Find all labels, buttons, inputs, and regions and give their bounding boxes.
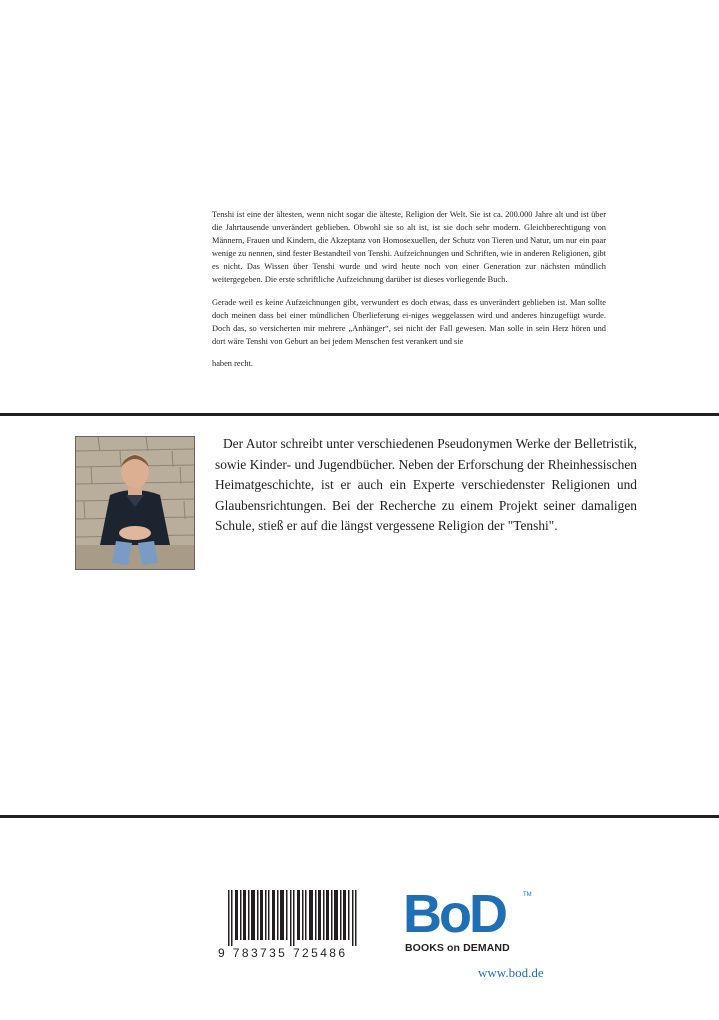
bod-tagline: BOOKS on DEMAND <box>405 942 510 954</box>
publisher-website: www.bod.de <box>478 965 544 980</box>
bod-logo <box>403 884 533 965</box>
blurb-paragraph: Tenshi ist eine der ältesten, wenn nicht sogar die älteste, Religion der Welt. Sie ist ca. 200.000 Jahre alt und ist über die Jahrtausende unverändert geblieben. Obwohl sie so alt ist, ist sie doch sehr modern. Gleichberechtigung von Männern, Frauen und Kindern, die Akzeptanz von Homosexuellen, der Schutz von Tieren und Natur, um nur ein paar wenige zu nennen, sind fester Bestandteil von Tenshi. Aufzeichnungen und Schriften, wie in anderen Religionen, gibt es nicht. Das Wissen über Tenshi wurde und wird heute noch von einer Generation zur nächsten mündlich weitergegeben. Die erste schriftliche Aufzeichnung darüber ist dieses vorliegende Buch. <box>212 210 606 285</box>
blurb-paragraph: haben recht. <box>212 358 253 368</box>
back-cover-blurb <box>212 208 606 379</box>
barcode-bars <box>218 890 368 946</box>
blurb-paragraph: Gerade weil es keine Aufzeichnungen gibt, verwundert es doch etwas, dass es unverändert geblieben ist. Man sollte doch meinen dass bei einer mündlichen Überlieferung ei-niges weggelassen wird und anderes hinzugefügt wurde. Doch das, so versicherten mir mehrere „Anhänger“, sei nicht der Fall gewesen. Man solle in sein Herz hören und dort wäre Tenshi von Geburt an bei jedem Menschen fest verankert und sie <box>212 297 606 346</box>
author-bio: Der Autor schreibt unter verschiedenen Pseudonymen Werke der Belletristik, sowie Kinder- und Jugendbücher. Neben der Erforschung der Rheinhessischen Heimatgeschichte, ist er auch ein Experte verschiedenster Religionen und Glaubensrichtungen. Bei der Recherche zu einem Projekt seiner damaligen Schule, stieß er auf die längst vergessene Religion der "Tenshi". <box>215 436 637 533</box>
divider-top <box>0 413 719 416</box>
isbn-barcode <box>218 890 368 964</box>
divider-bottom <box>0 815 719 818</box>
isbn-number: 9 783735 725486 <box>218 946 348 960</box>
author-photo <box>75 436 195 570</box>
trademark-symbol: TM <box>523 892 532 898</box>
bod-logo-mark: BoD <box>403 884 505 944</box>
